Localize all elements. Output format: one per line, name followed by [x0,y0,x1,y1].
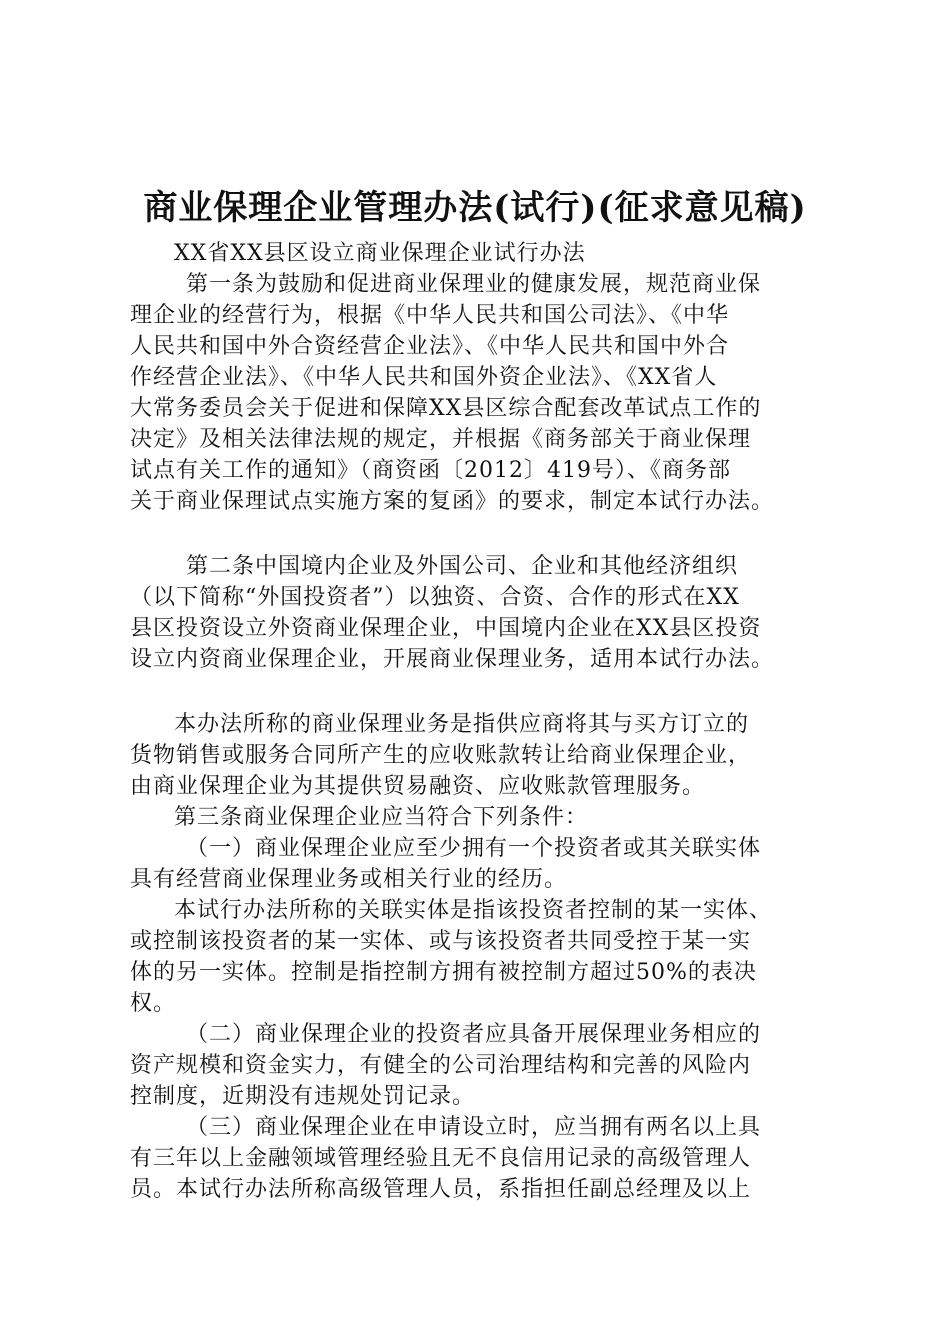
paragraph-line: 员。本试行办法所称高级管理人员，系指担任副总经理及以上 [130,1177,752,1202]
document-subtitle: XX省XX县区设立商业保理企业试行办法 [174,241,586,266]
document-title: 商业保理企业管理办法(试行)(征求意见稿) [143,188,807,228]
paragraph-article-2 [130,551,830,675]
paragraph-line: 人民共和国中外合资经营企业法》、《中华人民共和国中外合 [130,334,730,359]
paragraph-line: 大常务委员会关于促进和保障XX县区综合配套改革试点工作的 [130,396,762,421]
paragraph-spacer [130,517,830,551]
paragraph-article-1 [130,269,830,517]
paragraph-spacer [130,675,830,709]
paragraph-line: （以下简称“外国投资者”）以独资、合资、合作的形式在XX [130,585,740,610]
paragraph-line: （三）商业保理企业在申请设立时，应当拥有两名以上具 [186,1115,762,1140]
paragraph-line: 第一条为鼓励和促进商业保理业的健康发展，规范商业保 [186,272,762,297]
paragraph-line: 作经营企业法》、《中华人民共和国外资企业法》、《XX省人 [130,365,718,390]
paragraph-line: 关于商业保理试点实施方案的复函》的要求，制定本试行办法。 [130,489,775,514]
document-body [130,238,830,1205]
paragraph-line: 体的另一实体。控制是指控制方拥有被控制方超过50%的表决 [130,960,757,985]
paragraph-condition-2 [130,1019,830,1112]
paragraph-line: （二）商业保理企业的投资者应具备开展保理业务相应的 [186,1022,762,1047]
paragraph-line: 具有经营商业保理业务或相关行业的经历。 [130,867,568,892]
paragraph-definition [130,709,830,802]
paragraph-line: （一）商业保理企业应至少拥有一个投资者或其关联实体 [186,836,762,861]
paragraph-line: 本办法所称的商业保理业务是指供应商将其与买方订立的 [174,712,750,737]
paragraph-line: 货物销售或服务合同所产生的应收账款转让给商业保理企业， [130,743,752,768]
paragraph-line: 第二条中国境内企业及外国公司、企业和其他经济组织 [186,554,739,579]
paragraph-article-3 [130,802,830,833]
paragraph-line: 或控制该投资者的某一实体、或与该投资者共同受控于某一实 [130,929,752,954]
paragraph-line: 县区投资设立外资商业保理企业，中国境内企业在XX县区投资 [130,616,762,641]
paragraph-related-entity [130,895,830,1019]
paragraph-line: 第三条商业保理企业应当符合下列条件： [174,805,589,830]
paragraph-line: 有三年以上金融领域管理经验且无不良信用记录的高级管理人 [130,1146,752,1171]
paragraph-line: 设立内资商业保理企业，开展商业保理业务，适用本试行办法。 [130,647,775,672]
paragraph-line: 由商业保理企业为其提供贸易融资、应收账款管理服务。 [130,774,706,799]
paragraph-line: 本试行办法所称的关联实体是指该投资者控制的某一实体、 [174,898,773,923]
paragraph-line: 试点有关工作的通知》（商资函〔2012〕419号）、《商务部 [130,458,731,483]
paragraph-condition-3 [130,1112,830,1205]
paragraph-line: 权。 [130,991,177,1016]
paragraph-line: 资产规模和资金实力，有健全的公司治理结构和完善的风险内 [130,1053,752,1078]
paragraph-line: 控制度，近期没有违规处罚记录。 [130,1084,476,1109]
paragraph-line: 决定》及相关法律法规的规定，并根据《商务部关于商业保理 [130,427,752,452]
paragraph-condition-1 [130,833,830,895]
paragraph-line: 理企业的经营行为，根据《中华人民共和国公司法》、《中华 [130,303,730,328]
